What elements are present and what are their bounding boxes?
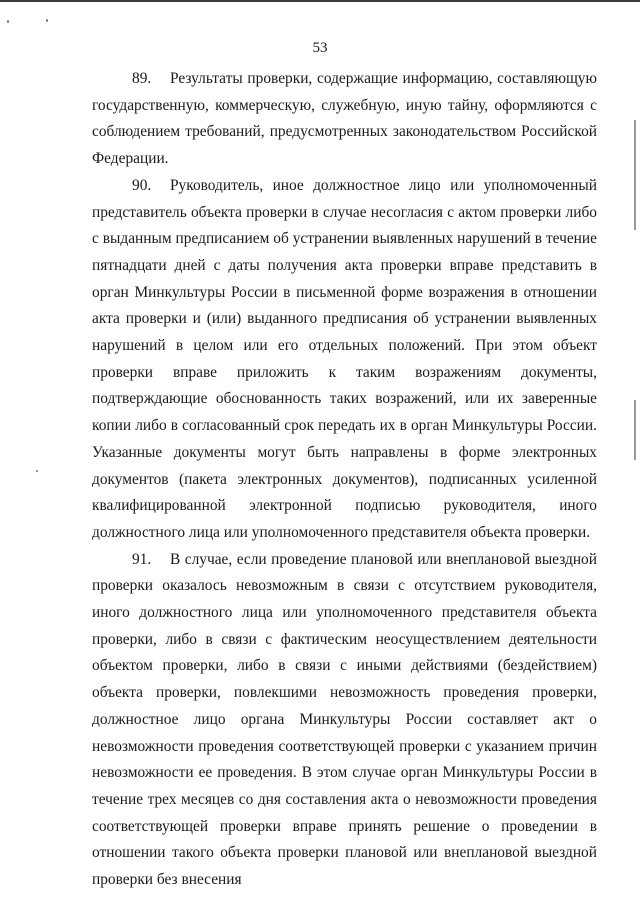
scan-speck (46, 19, 48, 22)
scan-speck (36, 470, 38, 472)
paragraph-91 (92, 547, 597, 894)
paragraph-number: 89. (132, 70, 152, 87)
scan-speck (7, 20, 9, 23)
paragraph-text: Результаты проверки, содержащие информацию, составляющую государственную, коммерческую, служебную, иную тайну, оформляются с соблюдением требований, предусмотренных законодательством Российской Федерации. (92, 70, 597, 168)
paragraph-number: 91. (132, 550, 152, 568)
scan-edge-mark (634, 400, 636, 460)
page-number: 53 (312, 40, 328, 56)
document-body (92, 66, 597, 894)
paragraph-89 (92, 66, 597, 173)
scan-edge-mark (634, 120, 636, 230)
paragraph-text: В случае, если проведение плановой или внеплановой выездной проверки оказалось невозможным в связи с отсутствием руководителя, иного должностного лица или уполномоченного представителя объекта проверки, либо в связи с фактическим неосуществлением деятельности объектом проверки, либо в связи с иными действиями (бездействием) объекта проверки, повлекшими невозможность проведения проверки, должностное лицо органа Минкультуры России составляет акт о невозможности проведения соответствующей проверки с указанием причин невозможности ее проведения. В этом случае орган Минкультуры России в течение трех месяцев со дня составления акта о невозможности проведения соответствующей проверки вправе принять решение о проведении в отношении такого объекта проверки плановой или внеплановой выездной проверки без внесения (92, 550, 597, 889)
paragraph-number: 90. (132, 176, 152, 194)
scan-top-edge (0, 0, 640, 2)
paragraph-90 (92, 173, 597, 547)
paragraph-text: Руководитель, иное должностное лицо или уполномоченный представитель объекта проверки в случае несогласия с актом проверки либо с выданным предписанием об устранении выявленных нарушений в течение пятнадцати дней с даты получения акта проверки вправе представить в орган Минкультуры России в письменной форме возражения в отношении акта проверки и (или) выданного предписания об устранении выявленных нарушений в целом или его отдельных положений. При этом объект проверки вправе приложить к таким возражениям документы, подтверждающие обоснованность таких возражений, или их заверенные копии либо в согласованный срок передать их в орган Минкультуры России. Указанные документы могут быть направлены в форме электронных документов (пакета электронных документов), подписанных усиленной квалифицированной электронной подписью руководителя, иного должностного лица или уполномоченного представителя объекта проверки. (92, 176, 597, 541)
